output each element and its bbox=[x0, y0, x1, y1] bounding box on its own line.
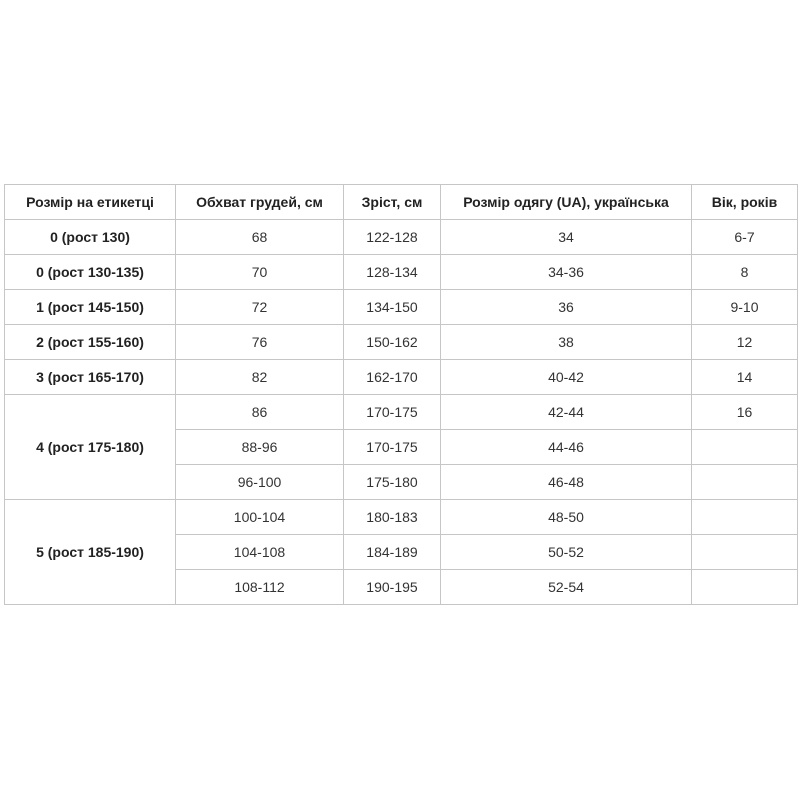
height-cell: 128-134 bbox=[344, 255, 441, 290]
chest-cell: 108-112 bbox=[176, 570, 344, 605]
table-row bbox=[5, 290, 798, 325]
ua-size-cell: 36 bbox=[441, 290, 692, 325]
table-row bbox=[5, 360, 798, 395]
size-label-cell: 0 (рост 130-135) bbox=[5, 255, 176, 290]
table-row bbox=[5, 500, 798, 535]
size-label-cell: 3 (рост 165-170) bbox=[5, 360, 176, 395]
age-cell: 16 bbox=[692, 395, 798, 430]
chest-cell: 70 bbox=[176, 255, 344, 290]
chest-cell: 68 bbox=[176, 220, 344, 255]
ua-size-cell: 40-42 bbox=[441, 360, 692, 395]
age-cell: 12 bbox=[692, 325, 798, 360]
size-label-cell: 2 (рост 155-160) bbox=[5, 325, 176, 360]
table-row bbox=[5, 395, 798, 430]
chest-cell: 72 bbox=[176, 290, 344, 325]
table-header-row bbox=[5, 185, 798, 220]
age-cell bbox=[692, 430, 798, 465]
table-row bbox=[5, 325, 798, 360]
ua-size-cell: 42-44 bbox=[441, 395, 692, 430]
height-cell: 150-162 bbox=[344, 325, 441, 360]
ua-size-cell: 38 bbox=[441, 325, 692, 360]
chest-cell: 100-104 bbox=[176, 500, 344, 535]
size-label-cell: 5 (рост 185-190) bbox=[5, 500, 176, 605]
size-label-cell: 1 (рост 145-150) bbox=[5, 290, 176, 325]
size-chart-table bbox=[4, 184, 798, 605]
chest-cell: 82 bbox=[176, 360, 344, 395]
chest-cell: 88-96 bbox=[176, 430, 344, 465]
age-cell bbox=[692, 500, 798, 535]
header-chest: Обхват грудей, см bbox=[176, 185, 344, 220]
height-cell: 190-195 bbox=[344, 570, 441, 605]
size-label-cell: 4 (рост 175-180) bbox=[5, 395, 176, 500]
height-cell: 184-189 bbox=[344, 535, 441, 570]
age-cell bbox=[692, 465, 798, 500]
header-age: Вік, років bbox=[692, 185, 798, 220]
ua-size-cell: 52-54 bbox=[441, 570, 692, 605]
height-cell: 122-128 bbox=[344, 220, 441, 255]
ua-size-cell: 34 bbox=[441, 220, 692, 255]
age-cell bbox=[692, 570, 798, 605]
chest-cell: 76 bbox=[176, 325, 344, 360]
table-row bbox=[5, 255, 798, 290]
height-cell: 180-183 bbox=[344, 500, 441, 535]
header-height: Зріст, см bbox=[344, 185, 441, 220]
ua-size-cell: 48-50 bbox=[441, 500, 692, 535]
height-cell: 162-170 bbox=[344, 360, 441, 395]
ua-size-cell: 44-46 bbox=[441, 430, 692, 465]
size-label-cell: 0 (рост 130) bbox=[5, 220, 176, 255]
age-cell: 8 bbox=[692, 255, 798, 290]
height-cell: 170-175 bbox=[344, 395, 441, 430]
chest-cell: 96-100 bbox=[176, 465, 344, 500]
chest-cell: 104-108 bbox=[176, 535, 344, 570]
ua-size-cell: 46-48 bbox=[441, 465, 692, 500]
height-cell: 134-150 bbox=[344, 290, 441, 325]
ua-size-cell: 50-52 bbox=[441, 535, 692, 570]
age-cell: 9-10 bbox=[692, 290, 798, 325]
chest-cell: 86 bbox=[176, 395, 344, 430]
age-cell: 6-7 bbox=[692, 220, 798, 255]
height-cell: 175-180 bbox=[344, 465, 441, 500]
age-cell bbox=[692, 535, 798, 570]
age-cell: 14 bbox=[692, 360, 798, 395]
height-cell: 170-175 bbox=[344, 430, 441, 465]
header-ua-size: Розмір одягу (UA), українська bbox=[441, 185, 692, 220]
ua-size-cell: 34-36 bbox=[441, 255, 692, 290]
header-label-size: Розмір на етикетці bbox=[5, 185, 176, 220]
table-row bbox=[5, 220, 798, 255]
